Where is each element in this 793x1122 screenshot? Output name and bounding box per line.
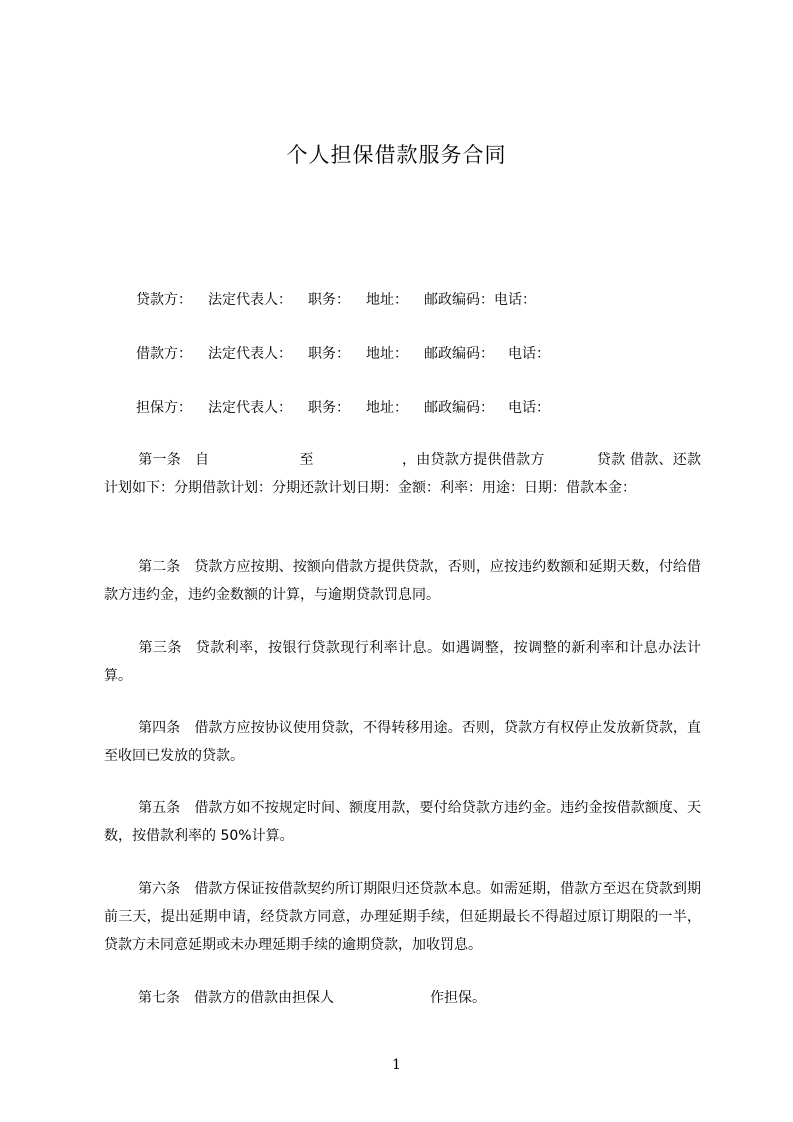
party-lender-line — [136, 290, 536, 310]
party-postal: 邮政编码： — [424, 400, 494, 416]
party-phone: 电话： — [494, 292, 536, 308]
clause-number: 第五条 — [138, 800, 181, 816]
party-rep: 法定代表人： — [208, 400, 292, 416]
clause-7-end: 作担保。 — [430, 990, 486, 1006]
clause-2 — [104, 553, 701, 609]
party-position: 职务： — [308, 400, 350, 416]
clause-number: 第三条 — [138, 640, 182, 656]
clause-number: 第一条 — [138, 452, 182, 468]
party-rep: 法定代表人： — [208, 346, 292, 362]
clause-1-from: 自 — [195, 452, 210, 468]
clause-number: 第六条 — [138, 881, 181, 897]
clause-7 — [104, 984, 701, 1012]
clause-text: 贷款方应按期、按额向借款方提供贷款，否则，应按违约数额和延期天数，付给借款方违约金，违约金数额的计算，与逾期贷款罚息同。 — [104, 559, 702, 603]
clause-1-mid: ，由贷款方提供借款方 — [401, 452, 545, 468]
party-address: 地址： — [366, 400, 408, 416]
party-rep: 法定代表人： — [208, 292, 292, 308]
clause-number: 第四条 — [138, 720, 181, 736]
clause-3 — [104, 634, 701, 690]
party-address: 地址： — [366, 292, 408, 308]
clause-text: 借款方保证按借款契约所订期限归还贷款本息。如需延期，借款方至迟在贷款到期前三天，提出延期申请，经贷款方同意，办理延期手续，但延期最长不得超过原订期限的一半，贷款方未同意延期或未办理延期手续的逾期贷款，加收罚息。 — [104, 881, 702, 953]
clause-number: 第二条 — [138, 559, 181, 575]
party-postal: 邮政编码： — [424, 292, 494, 308]
party-phone: 电话： — [508, 400, 550, 416]
party-position: 职务： — [308, 292, 350, 308]
page-number: 1 — [392, 1057, 401, 1073]
party-role: 借款方： — [136, 346, 192, 362]
clause-1-rest: 借款、还款计划如下：分期借款计划：分期还款计划日期：金额：利率：用途：日期：借款本金： — [104, 452, 702, 496]
party-address: 地址： — [366, 346, 408, 362]
party-role: 贷款方： — [136, 292, 192, 308]
party-position: 职务： — [308, 346, 350, 362]
page-title: 个人担保借款服务合同 — [286, 143, 507, 167]
clause-1-loan: 贷款 — [596, 452, 626, 468]
party-phone: 电话： — [508, 346, 550, 362]
clause-7-text: 借款方的借款由担保人 — [194, 990, 334, 1006]
clause-1 — [104, 446, 701, 502]
clause-4 — [104, 714, 701, 770]
party-postal: 邮政编码： — [424, 346, 494, 362]
clause-text: 借款方应按协议使用贷款，不得转移用途。否则，贷款方有权停止发放新贷款，直至收回已发放的贷款。 — [104, 720, 702, 764]
clause-5 — [104, 794, 701, 850]
clause-text: 借款方如不按规定时间、额度用款，要付给贷款方违约金。违约金按借款额度、天数，按借款利率的 50%计算。 — [104, 800, 702, 844]
clause-text: 贷款利率，按银行贷款现行利率计息。如遇调整，按调整的新利率和计息办法计算。 — [104, 640, 702, 684]
party-borrower-line — [136, 344, 550, 364]
clause-1-to: 至 — [299, 452, 314, 468]
party-role: 担保方： — [136, 400, 192, 416]
clause-number: 第七条 — [138, 990, 180, 1006]
party-guarantor-line — [136, 398, 550, 418]
clause-6 — [104, 875, 701, 959]
